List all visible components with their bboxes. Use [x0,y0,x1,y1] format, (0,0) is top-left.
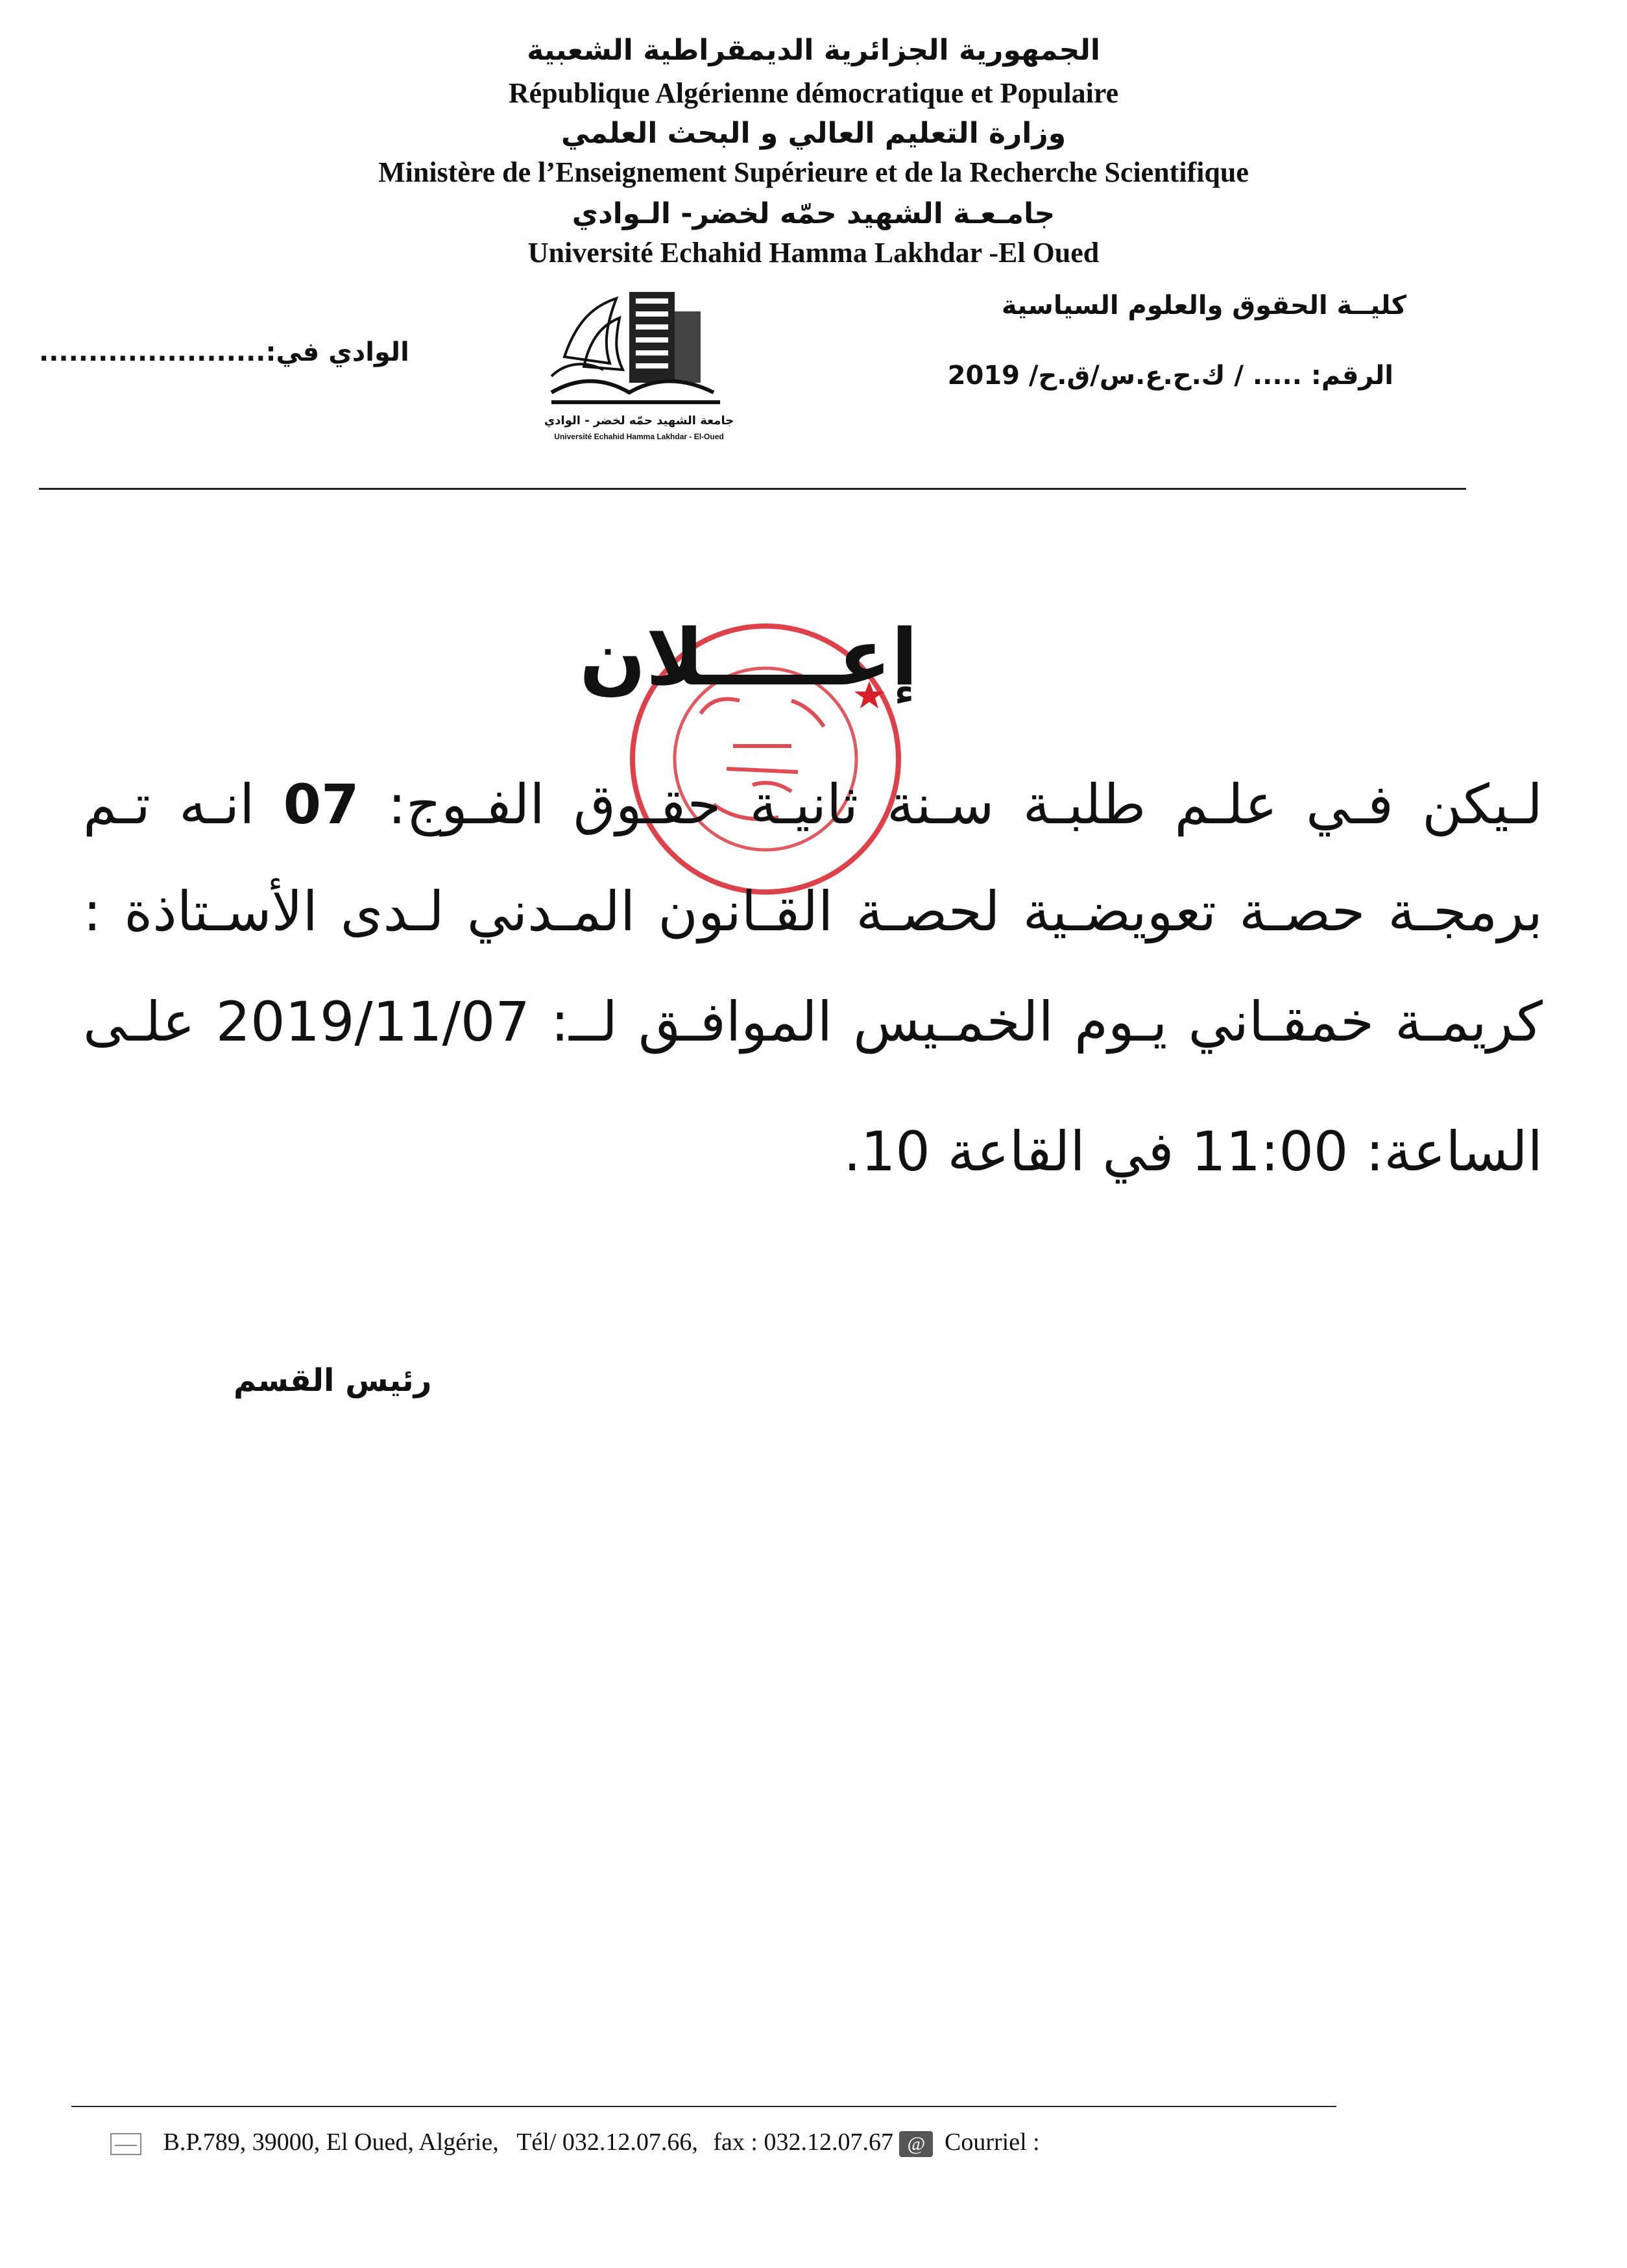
footer-address: B.P.789, 39000, El Oued, Algérie, [163,2129,499,2156]
footer-contact [110,2128,1040,2157]
logo-caption-ar: جامعة الشهيد حمّه لخضر - الوادي [544,414,734,428]
footer-fax: fax : 032.12.07.67 [713,2129,893,2156]
faculty-name: كليــة الحقوق والعلوم السياسية [1001,291,1406,320]
body-line-2-text: برمجـة حصـة تعويضـية لحصـة القـانون المـدني لـدى الأسـتاذة : [83,880,1543,943]
header-fr-university: Université Echahid Hamma Lakhdar -El Oued [527,237,1100,269]
header-ar-university: جامـعـة الشهيد حمّه لخضر- الـوادي [572,197,1055,230]
reference-number: الرقم: ..... / ك.ح.ع.س/ق.ح/ 2019 [947,361,1393,391]
header-divider [39,488,1466,490]
logo-caption-fr: Université Echahid Hamma Lakhdar - El-Oued [554,432,724,441]
header-fr-republic: République Algérienne démocratique et Populaire [508,77,1119,109]
footer-tel: Tél/ 032.12.07.66, [516,2129,698,2156]
body-line-3-end: علـى [83,990,195,1054]
body-line-1 [83,772,1543,837]
body-line-2 [83,879,1543,944]
signature-label: رئيس القسم [234,1362,432,1399]
group-number: 07 [283,773,359,836]
body-line-3 [83,989,1543,1054]
place-date: الوادي في:....................... [39,337,409,367]
header-ar-ministry: وزارة التعليم العالي و البحث العلمي [560,117,1067,150]
header-fr-ministry: Ministère de l’Enseignement Supérieure et de la Recherche Scientifique [378,156,1249,188]
university-logo [538,279,740,454]
announcement-title: إعـــــلان [579,613,918,703]
footer-email-label: Courriel : [944,2129,1040,2156]
body-line-1-text: لـيكن فـي علـم طلبـة سـنة ثانيـة حقـوق الفـوج: [387,773,1543,836]
footer-divider [71,2106,1336,2107]
logo-icon [538,279,740,415]
body-line-3-text: كريمـة خمقـاني يـوم الخمـيس الموافـق لــ: [550,990,1543,1054]
body-line-4 [83,1119,1543,1184]
email-icon: @ [899,2131,933,2157]
body-line-1-end: انـه تـم [83,773,255,836]
session-date: 2019/11/07 [215,990,530,1054]
header-ar-republic: الجمهورية الجزائرية الديمقراطية الشعبية [527,34,1100,67]
body-line-4-text: الساعة: 11:00 في القاعة 10. [843,1120,1543,1183]
mail-icon [110,2133,141,2155]
